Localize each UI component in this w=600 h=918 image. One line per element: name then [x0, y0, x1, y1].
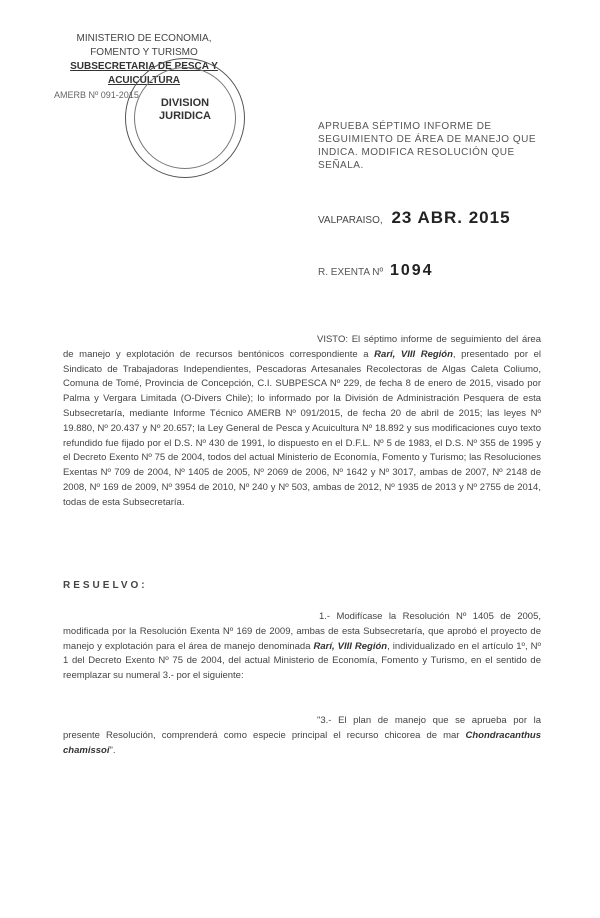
quote-text-1: "3.- El plan de manejo que se aprueba por la presente Resolución, comprenderá como especie principal el recurso chicorea de mar	[63, 715, 541, 741]
visto-paragraph	[63, 333, 541, 511]
ministry-name: MINISTERIO DE ECONOMIA,	[76, 33, 212, 44]
visto-text-1: VISTO: El séptimo informe de seguimiento del área de manejo y explotación de recursos bentónicos correspondiente a	[63, 334, 541, 360]
resolution-number-line	[318, 262, 434, 280]
resolution-label: R. EXENTA Nº	[318, 267, 384, 278]
resuelvo-heading: RESUELVO:	[63, 580, 148, 591]
visto-text-2: , presentado por el Sindicato de Trabajadoras Independientes, Pescadoras Artesanales Recolectoras de Algas Caleta Coliumo, Comuna de Tomé, Provincia de Concepción, C.I. SUBPESCA Nº 229, de fecha 8 de enero de 2015, visado por Palma y Vergara Limitada (O-Divers Chile); lo informado por la División de Administración Pesquera de esta Subsecretaría, mediante Informe Técnico AMERB Nº 091/2015, de fecha 20 de abril de 2015; las leyes Nº 19.880, Nº 20.437 y Nº 20.657; la Ley General de Pesca y Acuicultura Nº 18.892 y sus modificaciones cuyo texto refundido fue fijado por el D.S. Nº 430 de 1991, lo dispuesto en el D.F.L. Nº 5 de 1983, el D.S. Nº 355 de 1995 y el Decreto Exento Nº 75 de 2004, todos del actual Ministerio de Economía, Fomento y Turismo; las Resoluciones Exentas Nº 709 de 2004, Nº 1405 de 2005, Nº 2069 de 2006, Nº 1642 y Nº 3017, ambas de 2007, Nº 2148 de 2008, Nº 169 de 2009, Nº 3954 de 2010, Nº 240 y Nº 503, ambas de 2012, Nº 1935 de 2013 y Nº 2755 de 2014, todas de esta Subsecretaría.	[63, 348, 541, 508]
undersecretariat-name: SUBSECRETARIA DE PESCA Y ACUICULTURA	[70, 61, 218, 86]
species-name: Chondracanthus chamissoi	[63, 729, 541, 756]
place-and-date	[318, 208, 511, 228]
stamp-line-1: DIVISION	[160, 97, 210, 109]
stamp-line-2: JURIDICA	[159, 110, 211, 122]
document-subject: APRUEBA SÉPTIMO INFORME DE SEGUIMIENTO DE ÁREA DE MANEJO QUE INDICA. MODIFICA RESOLUCIÓN QUE SEÑALA.	[318, 121, 537, 171]
item1-text-2: , individualizado en el artículo 1º, Nº 1 del Decreto Exento Nº 75 de 2004, del actual Ministerio de Economía, Fomento y Turismo, en el sentido de reemplazar su numeral 3.- por el siguiente:	[63, 640, 541, 682]
stamp-text	[144, 97, 226, 123]
ministry-name-2: FOMENTO Y TURISMO	[90, 47, 198, 58]
date-stamp: 23 ABR. 2015	[391, 208, 511, 227]
official-stamp	[125, 58, 245, 178]
resolution-item-1	[63, 610, 541, 684]
item1-area-name: Rarí, VIII Región	[313, 640, 388, 652]
replacement-numeral-3	[63, 714, 541, 758]
reference-code: AMERB Nº 091-2015	[54, 90, 139, 100]
item1-text-1: 1.- Modifícase la Resolución Nº 1405 de 2005, modificada por la Resolución Exenta Nº 169 de 2009, ambas de esta Subsecretaría, que aprobó el proyecto de manejo y explotación para el área de manejo denominada	[63, 611, 541, 652]
quote-text-2: ".	[109, 744, 116, 756]
place: VALPARAISO,	[318, 215, 383, 226]
resolution-number: 1094	[389, 262, 434, 279]
visto-area-name: Rarí, VIII Región	[374, 348, 453, 360]
